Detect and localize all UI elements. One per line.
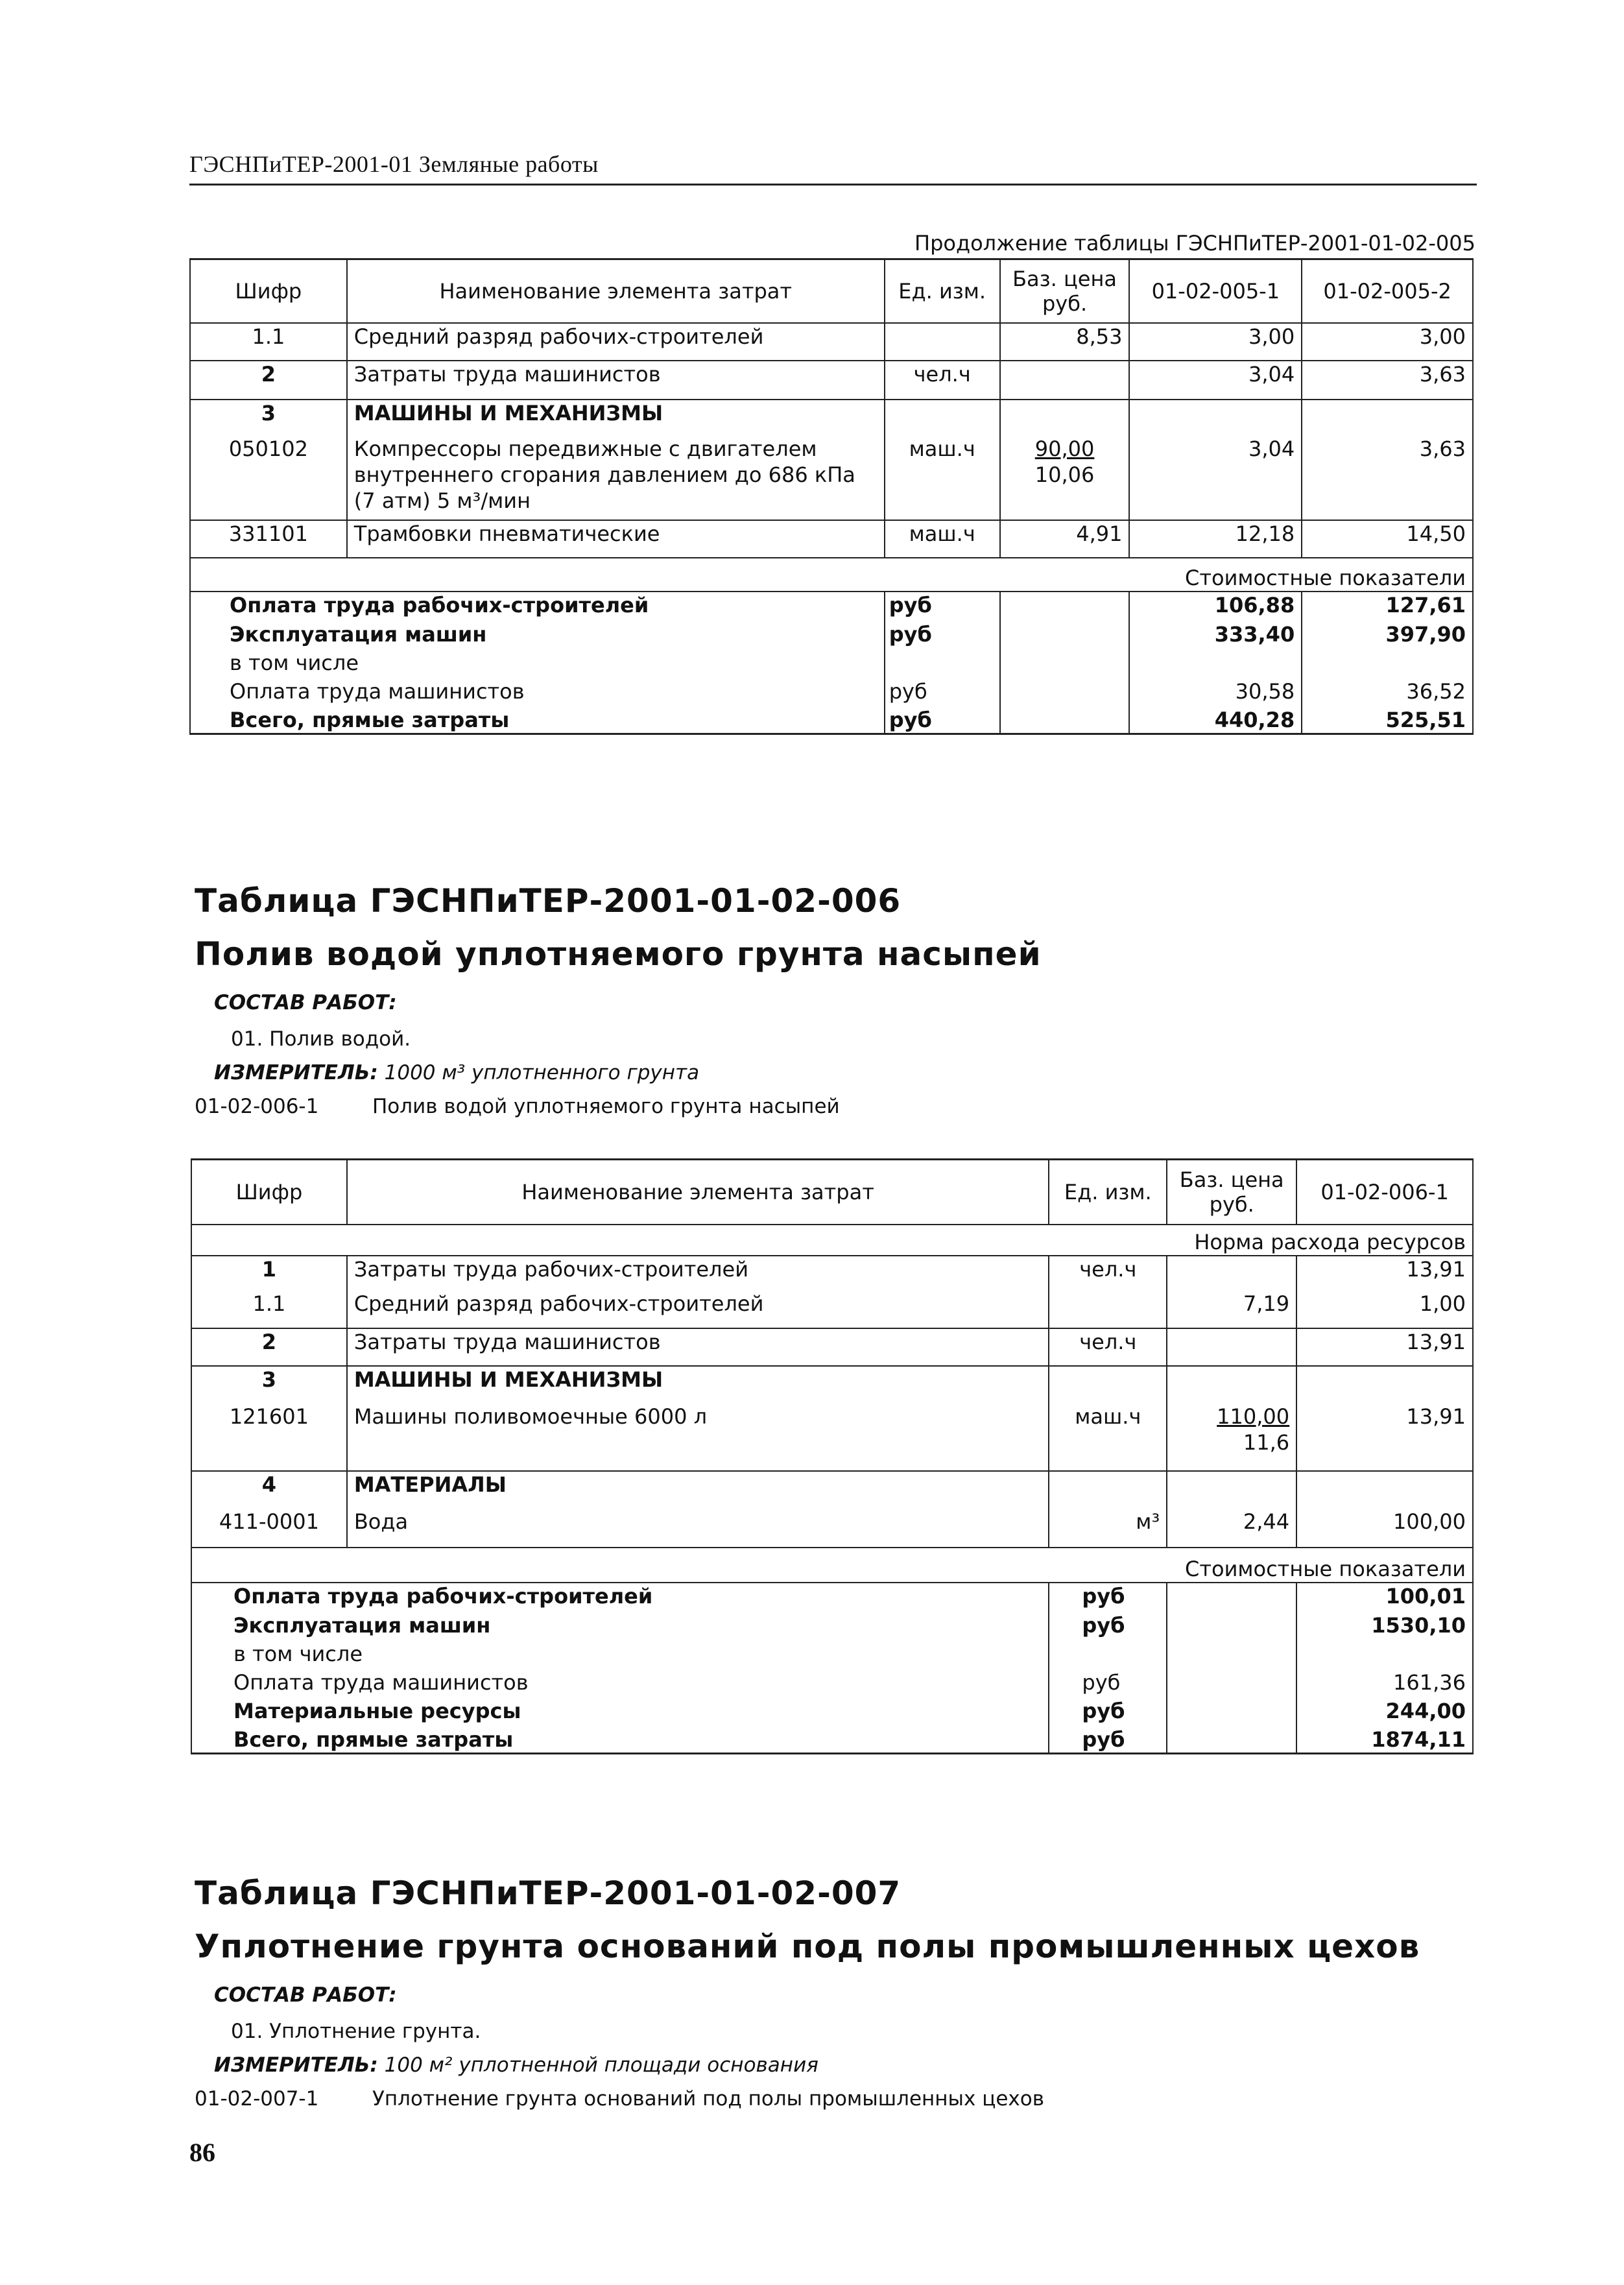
cost-price (1167, 1641, 1296, 1669)
th-unit: Ед. изм. (885, 259, 1000, 323)
cell-name: МАШИНЫ И МЕХАНИЗМЫ (347, 400, 885, 436)
cost-row (191, 1583, 1473, 1612)
cost-name: Эксплуатация машин (191, 1612, 1049, 1641)
cost-name: в том числе (191, 1641, 1049, 1669)
cost-v1: 100,01 (1296, 1583, 1473, 1612)
cell-name: Компрессоры передвижные с двигателем внутреннего сгорания давлением до 686 кПа (7 атм) 5 м³/мин (347, 436, 885, 520)
cell-name: Вода (347, 1509, 1049, 1548)
th-unit: Ед. изм. (1049, 1160, 1167, 1225)
cell-v2: 14,50 (1302, 520, 1473, 558)
section-title-006: Таблица ГЭСНПиТЕР-2001-01-02-006 (195, 882, 902, 920)
cell-unit (1049, 1291, 1167, 1328)
cell-v1: 13,91 (1296, 1328, 1473, 1366)
cost-v1: 161,36 (1296, 1669, 1473, 1698)
measure-label: ИЗМЕРИТЕЛЬ: (214, 2053, 378, 2077)
cell-v1 (1296, 1366, 1473, 1404)
table-row (190, 520, 1473, 558)
cost-name: Эксплуатация машин (190, 621, 885, 650)
section-row (190, 558, 1473, 592)
cell-unit: маш.ч (885, 520, 1000, 558)
measure-value: 1000 м³ уплотненного грунта (384, 1061, 700, 1084)
cell-code: 1.1 (191, 1291, 347, 1328)
cell-name: Средний разряд рабочих-строителей (347, 1291, 1049, 1328)
cost-row (191, 1727, 1473, 1754)
cost-unit: руб (885, 592, 1000, 621)
cost-name: Всего, прямые затраты (191, 1727, 1049, 1754)
cell-code: 1.1 (190, 323, 347, 361)
cost-row (190, 621, 1473, 650)
cost-name: Оплата труда рабочих-строителей (190, 592, 885, 621)
cost-unit: руб (1049, 1669, 1167, 1698)
cost-v2 (1302, 650, 1473, 678)
cell-name: Затраты труда машинистов (347, 1328, 1049, 1366)
item-code: 01-02-006-1 (195, 1095, 319, 1118)
norm-row (191, 1225, 1473, 1256)
cell-name: МАТЕРИАЛЫ (347, 1471, 1049, 1509)
price-base: 110,00 (1217, 1404, 1290, 1429)
cost-v2: 36,52 (1302, 678, 1473, 707)
item-name: Полив водой уплотняемого грунта насыпей (372, 1095, 840, 1118)
table-continuation-caption: Продолжение таблицы ГЭСНПиТЕР-2001-01-02-005 (914, 231, 1475, 256)
cell-price: 7,19 (1167, 1291, 1296, 1328)
th-code: Шифр (191, 1160, 347, 1225)
norm-label: Норма расхода ресурсов (191, 1225, 1473, 1256)
cost-unit: руб (1049, 1698, 1167, 1727)
cell-v2: 3,63 (1302, 361, 1473, 400)
work-item: 01. Полив водой. (231, 1027, 411, 1051)
section-subtitle-007: Уплотнение грунта оснований под полы промышленных цехов (195, 1928, 1420, 1965)
cost-unit: руб (885, 621, 1000, 650)
cost-v1: 333,40 (1129, 621, 1302, 650)
cell-v1: 13,91 (1296, 1256, 1473, 1291)
cost-v1: 106,88 (1129, 592, 1302, 621)
table-row (191, 1471, 1473, 1509)
cost-unit: руб (885, 707, 1000, 734)
table-row (190, 436, 1473, 520)
table-row (191, 1256, 1473, 1291)
cell-name: Средний разряд рабочих-строителей (347, 323, 885, 361)
cell-price (1167, 1256, 1296, 1291)
cell-code: 2 (191, 1328, 347, 1366)
cell-code: 331101 (190, 520, 347, 558)
cell-name: Машины поливомоечные 6000 л (347, 1404, 1049, 1471)
cell-v1: 13,91 (1296, 1404, 1473, 1471)
section-label: Стоимостные показатели (190, 558, 1473, 592)
cell-v2 (1302, 400, 1473, 436)
cost-unit: руб (1049, 1612, 1167, 1641)
cell-unit: чел.ч (1049, 1256, 1167, 1291)
cost-unit (1049, 1641, 1167, 1669)
cost-table-006 (191, 1158, 1474, 1754)
cost-price (1000, 650, 1130, 678)
cell-name: Затраты труда машинистов (347, 361, 885, 400)
cell-v2: 3,63 (1302, 436, 1473, 520)
cost-name: Всего, прямые затраты (190, 707, 885, 734)
cell-price (1167, 1328, 1296, 1366)
section-row (191, 1548, 1473, 1583)
cell-code: 4 (191, 1471, 347, 1509)
cell-name: Затраты труда рабочих-строителей (347, 1256, 1049, 1291)
cell-price: 2,44 (1167, 1509, 1296, 1548)
cell-price: 8,53 (1000, 323, 1130, 361)
cost-price (1167, 1583, 1296, 1612)
price-secondary: 10,06 (1034, 462, 1095, 487)
measure-label: ИЗМЕРИТЕЛЬ: (214, 1061, 378, 1084)
cost-price (1000, 621, 1130, 650)
cell-price (1000, 400, 1130, 436)
table-row (191, 1404, 1473, 1471)
section-subtitle-006: Полив водой уплотняемого грунта насыпей (195, 935, 1042, 973)
cost-unit: руб (1049, 1727, 1167, 1754)
cost-v1: 30,58 (1129, 678, 1302, 707)
cell-unit: маш.ч (885, 436, 1000, 520)
table-row (191, 1291, 1473, 1328)
cost-name: в том числе (190, 650, 885, 678)
measure-line (214, 1061, 699, 1084)
cost-v2: 397,90 (1302, 621, 1473, 650)
cell-unit: м³ (1049, 1509, 1167, 1548)
th-name: Наименование элемента затрат (347, 1160, 1049, 1225)
table-row (190, 400, 1473, 436)
cost-v1 (1296, 1641, 1473, 1669)
section-label: Стоимостные показатели (191, 1548, 1473, 1583)
cell-price (1000, 361, 1130, 400)
cost-unit: руб (1049, 1583, 1167, 1612)
th-code: Шифр (190, 259, 347, 323)
cost-v1 (1129, 650, 1302, 678)
cost-name: Материальные ресурсы (191, 1698, 1049, 1727)
cell-v1: 3,04 (1129, 436, 1302, 520)
cell-price (1000, 436, 1130, 520)
cell-v1: 12,18 (1129, 520, 1302, 558)
cost-row (191, 1641, 1473, 1669)
cell-code: 1 (191, 1256, 347, 1291)
cost-unit (885, 650, 1000, 678)
cost-price (1000, 707, 1130, 734)
th-name: Наименование элемента затрат (347, 259, 885, 323)
cell-v1: 3,00 (1129, 323, 1302, 361)
page-number: 86 (189, 2138, 215, 2167)
cell-v1: 100,00 (1296, 1509, 1473, 1548)
cost-price (1167, 1669, 1296, 1698)
cell-code: 3 (191, 1366, 347, 1404)
cost-v1: 1874,11 (1296, 1727, 1473, 1754)
cell-unit: чел.ч (1049, 1328, 1167, 1366)
cell-v1 (1296, 1471, 1473, 1509)
item-name: Уплотнение грунта оснований под полы промышленных цехов (372, 2087, 1044, 2111)
cell-price (1167, 1404, 1296, 1471)
th-col1: 01-02-006-1 (1296, 1160, 1473, 1225)
cost-price (1167, 1727, 1296, 1754)
cell-name: Трамбовки пневматические (347, 520, 885, 558)
cost-v1: 244,00 (1296, 1698, 1473, 1727)
cell-price (1167, 1471, 1296, 1509)
cost-row (191, 1698, 1473, 1727)
cell-code: 121601 (191, 1404, 347, 1471)
cell-v1: 1,00 (1296, 1291, 1473, 1328)
cost-price (1000, 592, 1130, 621)
header-rule (189, 184, 1477, 185)
cost-price (1000, 678, 1130, 707)
section-title-007: Таблица ГЭСНПиТЕР-2001-01-02-007 (195, 1874, 902, 1912)
cell-v1: 3,04 (1129, 361, 1302, 400)
table-row (191, 1328, 1473, 1366)
cell-price: 4,91 (1000, 520, 1130, 558)
cell-unit: чел.ч (885, 361, 1000, 400)
cell-unit (885, 323, 1000, 361)
th-col1: 01-02-005-1 (1129, 259, 1302, 323)
cell-v2: 3,00 (1302, 323, 1473, 361)
item-code: 01-02-007-1 (195, 2087, 319, 2111)
cost-v1: 440,28 (1129, 707, 1302, 734)
table-row (191, 1509, 1473, 1548)
price-base: 90,00 (1034, 436, 1095, 461)
cost-price (1167, 1698, 1296, 1727)
cost-row (191, 1669, 1473, 1698)
cost-name: Оплата труда машинистов (190, 678, 885, 707)
cell-code: 3 (190, 400, 347, 436)
cell-code: 411-0001 (191, 1509, 347, 1548)
cell-unit (885, 400, 1000, 436)
table-row (190, 323, 1473, 361)
price-secondary: 11,6 (1243, 1430, 1290, 1455)
cost-v2: 127,61 (1302, 592, 1473, 621)
measure-value: 100 м² уплотненной площади основания (384, 2053, 818, 2077)
cell-price (1167, 1366, 1296, 1404)
measure-line (214, 2053, 818, 2077)
sostav-label: СОСТАВ РАБОТ: (214, 1983, 397, 2007)
cost-row (191, 1612, 1473, 1641)
cell-unit (1049, 1366, 1167, 1404)
cost-row (190, 678, 1473, 707)
cell-name: МАШИНЫ И МЕХАНИЗМЫ (347, 1366, 1049, 1404)
th-col2: 01-02-005-2 (1302, 259, 1473, 323)
cost-name: Оплата труда рабочих-строителей (191, 1583, 1049, 1612)
cost-name: Оплата труда машинистов (191, 1669, 1049, 1698)
th-price: Баз. цена руб. (1000, 259, 1130, 323)
table-row (191, 1366, 1473, 1404)
sostav-label: СОСТАВ РАБОТ: (214, 991, 397, 1014)
cell-code: 2 (190, 361, 347, 400)
cost-row (190, 592, 1473, 621)
cost-v1: 1530,10 (1296, 1612, 1473, 1641)
work-item: 01. Уплотнение грунта. (231, 2020, 481, 2043)
cell-code: 050102 (190, 436, 347, 520)
table-row (190, 361, 1473, 400)
page-header: ГЭСНПиТЕР-2001-01 Земляные работы (189, 151, 599, 177)
cost-price (1167, 1612, 1296, 1641)
cell-unit (1049, 1471, 1167, 1509)
cell-unit: маш.ч (1049, 1404, 1167, 1471)
th-price: Баз. цена руб. (1167, 1160, 1296, 1225)
cost-unit: руб (885, 678, 1000, 707)
cost-row (190, 650, 1473, 678)
cell-v1 (1129, 400, 1302, 436)
cost-table-005 (189, 258, 1474, 735)
cost-row (190, 707, 1473, 734)
cost-v2: 525,51 (1302, 707, 1473, 734)
